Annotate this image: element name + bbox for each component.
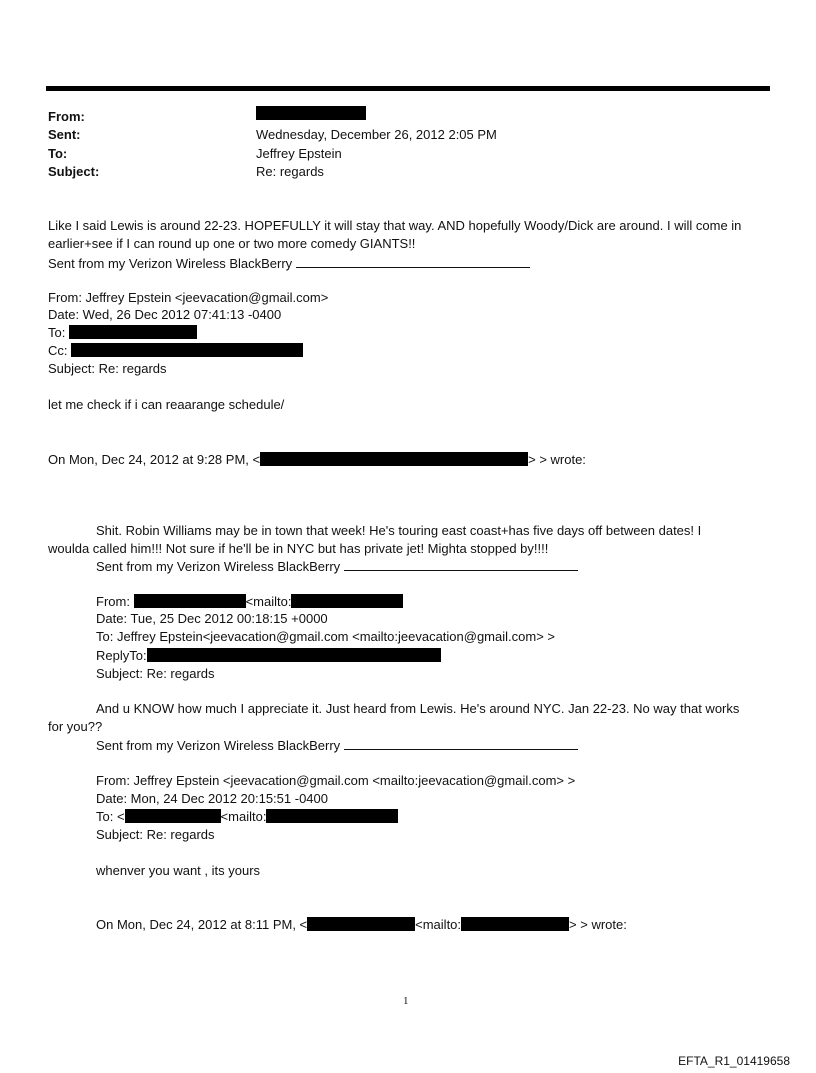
wrote-prefix: On Mon, Dec 24, 2012 at 9:28 PM, < xyxy=(48,452,261,467)
body-text: woulda called him!!! Not sure if he'll be in NYC but has private jet! Mighta stopped by!!!! xyxy=(48,541,549,556)
wrote-line xyxy=(48,452,586,467)
wrote-prefix: On Mon, Dec 24, 2012 at 8:11 PM, < xyxy=(96,917,308,932)
quoted-subject: Subject: Re: regards xyxy=(96,827,215,842)
redaction-block xyxy=(147,648,441,662)
mailto-text: <mailto: xyxy=(220,809,267,824)
redaction-block xyxy=(260,452,528,466)
body-text: for you?? xyxy=(48,719,103,734)
top-rule xyxy=(46,86,770,91)
replyto-label: ReplyTo: xyxy=(96,648,147,663)
quoted-from-label: From: xyxy=(96,594,130,609)
signature-text: Sent from my Verizon Wireless BlackBerry xyxy=(48,256,293,271)
body-text: let me check if i can reaarange schedule/ xyxy=(48,397,285,412)
body-text: And u KNOW how much I appreciate it. Just heard from Lewis. He's around NYC. Jan 22-23. No way that works xyxy=(96,701,740,716)
from-label: From: xyxy=(48,109,85,124)
redaction-block xyxy=(125,809,221,823)
to-value: Jeffrey Epstein xyxy=(256,146,342,161)
signature-line xyxy=(96,737,578,753)
mailto-text: <mailto: xyxy=(415,917,462,932)
redaction-block xyxy=(71,343,303,357)
quoted-to: To: Jeffrey Epstein<jeevacation@gmail.com <mailto:jeevacation@gmail.com> > xyxy=(96,629,555,644)
signature-text: Sent from my Verizon Wireless BlackBerry xyxy=(96,559,341,574)
bates-number: EFTA_R1_01419658 xyxy=(678,1054,790,1068)
quoted-cc xyxy=(48,343,303,358)
quoted-to xyxy=(48,325,197,340)
quoted-subject: Subject: Re: regards xyxy=(96,666,215,681)
to-label: To: xyxy=(48,146,68,161)
page-number: 1 xyxy=(403,995,409,1007)
redaction-block xyxy=(256,106,366,120)
mailto-text: <mailto: xyxy=(245,594,292,609)
quoted-from: From: Jeffrey Epstein <jeevacation@gmail.com <mailto:jeevacation@gmail.com> > xyxy=(96,773,576,788)
signature-text: Sent from my Verizon Wireless BlackBerry xyxy=(96,738,341,753)
signature-line xyxy=(48,255,530,271)
body-text: Shit. Robin Williams may be in town that week! He's touring east coast+has five days off between dates! I xyxy=(96,523,702,538)
quoted-to xyxy=(96,809,398,824)
body-text: Like I said Lewis is around 22-23. HOPEFULLY it will stay that way. AND hopefully Woody/Dick are around. I will come in xyxy=(48,218,742,233)
wrote-line xyxy=(96,917,627,932)
separator-underline xyxy=(296,255,530,268)
subject-label: Subject: xyxy=(48,164,100,179)
body-text: earlier+see if I can round up one or two more comedy GIANTS!! xyxy=(48,236,416,251)
quoted-to-label: To: xyxy=(48,325,66,340)
redaction-block xyxy=(69,325,197,339)
signature-line xyxy=(96,558,578,574)
separator-underline xyxy=(344,737,578,750)
quoted-replyto xyxy=(96,648,441,663)
quoted-from xyxy=(96,594,403,609)
redaction-block xyxy=(291,594,403,608)
redaction-block xyxy=(461,917,569,931)
quoted-to-label: To: < xyxy=(96,809,125,824)
sent-value: Wednesday, December 26, 2012 2:05 PM xyxy=(256,127,497,142)
quoted-cc-label: Cc: xyxy=(48,343,68,358)
quoted-from: From: Jeffrey Epstein <jeevacation@gmail.com> xyxy=(48,290,329,305)
quoted-subject: Subject: Re: regards xyxy=(48,361,167,376)
redaction-block xyxy=(266,809,398,823)
wrote-suffix: > > wrote: xyxy=(528,452,586,467)
separator-underline xyxy=(344,558,578,571)
redaction-block xyxy=(134,594,246,608)
redaction-block xyxy=(307,917,415,931)
quoted-date: Date: Wed, 26 Dec 2012 07:41:13 -0400 xyxy=(48,307,282,322)
body-text: whenver you want , its yours xyxy=(96,863,261,878)
quoted-date: Date: Mon, 24 Dec 2012 20:15:51 -0400 xyxy=(96,791,328,806)
subject-value: Re: regards xyxy=(256,164,324,179)
wrote-suffix: > > wrote: xyxy=(569,917,627,932)
quoted-date: Date: Tue, 25 Dec 2012 00:18:15 +0000 xyxy=(96,611,328,626)
sent-label: Sent: xyxy=(48,127,81,142)
